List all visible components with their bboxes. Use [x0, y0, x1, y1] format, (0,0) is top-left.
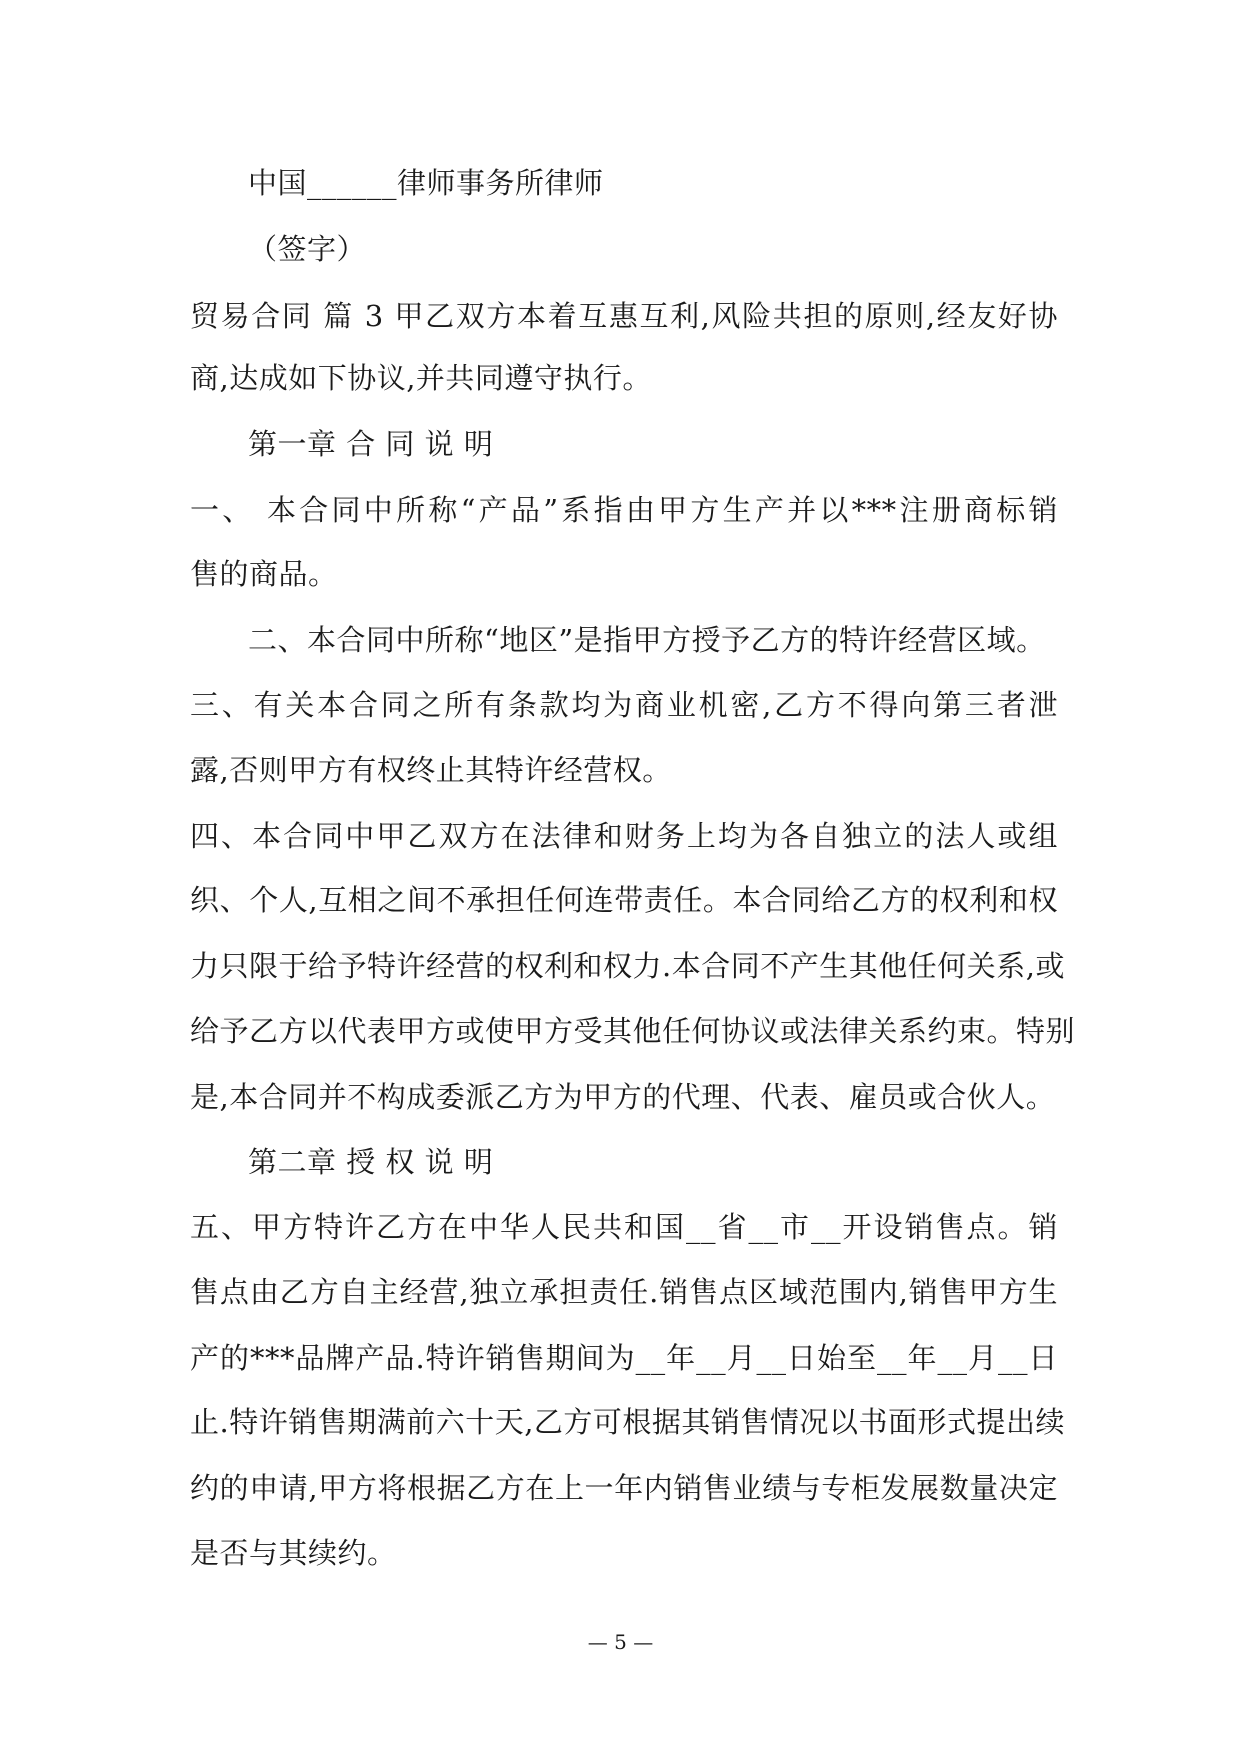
- paragraph-line: 是否与其续约。: [190, 1536, 397, 1570]
- law-firm-line: 中国______律师事务所律师: [248, 166, 604, 200]
- clause-four-line: 四、本合同中甲乙双方在法律和财务上均为各自独立的法人或组: [190, 819, 1058, 853]
- paragraph-line: 商,达成如下协议,并共同遵守执行。: [190, 361, 652, 395]
- page-number: — 5 —: [587, 1630, 654, 1654]
- chapter-two-heading: 第二章 授 权 说 明: [248, 1145, 494, 1179]
- paragraph-line: 织、个人,互相之间不承担任何连带责任。本合同给乙方的权利和权: [190, 883, 1058, 917]
- paragraph-line: 约的申请,甲方将根据乙方在上一年内销售业绩与专柜发展数量决定: [190, 1471, 1058, 1505]
- clause-three-line: 三、有关本合同之所有条款均为商业机密,乙方不得向第三者泄: [190, 688, 1058, 722]
- clause-two-line: 二、本合同中所称“地区”是指甲方授予乙方的特许经营区域。: [248, 623, 1046, 657]
- signature-line: （签字）: [248, 232, 367, 266]
- contract-heading-line: 贸易合同 篇 3 甲乙双方本着互惠互利,风险共担的原则,经友好协: [190, 299, 1058, 333]
- clause-one-line: 一、 本合同中所称“产品”系指由甲方生产并以***注册商标销: [190, 493, 1058, 527]
- paragraph-line: 是,本合同并不构成委派乙方为甲方的代理、代表、雇员或合伙人。: [190, 1080, 1056, 1114]
- paragraph-line: 给予乙方以代表甲方或使甲方受其他任何协议或法律关系约束。特别: [190, 1014, 1076, 1048]
- paragraph-line: 露,否则甲方有权终止其特许经营权。: [190, 753, 672, 787]
- paragraph-line: 力只限于给予特许经营的权利和权力.本合同不产生其他任何关系,或: [190, 949, 1065, 983]
- chapter-one-heading: 第一章 合 同 说 明: [248, 427, 494, 461]
- paragraph-line: 售点由乙方自主经营,独立承担责任.销售点区域范围内,销售甲方生: [190, 1275, 1058, 1309]
- paragraph-line: 售的商品。: [190, 557, 338, 591]
- paragraph-line: 止.特许销售期满前六十天,乙方可根据其销售情况以书面形式提出续: [190, 1405, 1065, 1439]
- clause-five-line: 五、甲方特许乙方在中华人民共和国__省__市__开设销售点。销: [190, 1210, 1058, 1244]
- paragraph-line: 产的***品牌产品.特许销售期间为__年__月__日始至__年__月__日: [190, 1341, 1058, 1375]
